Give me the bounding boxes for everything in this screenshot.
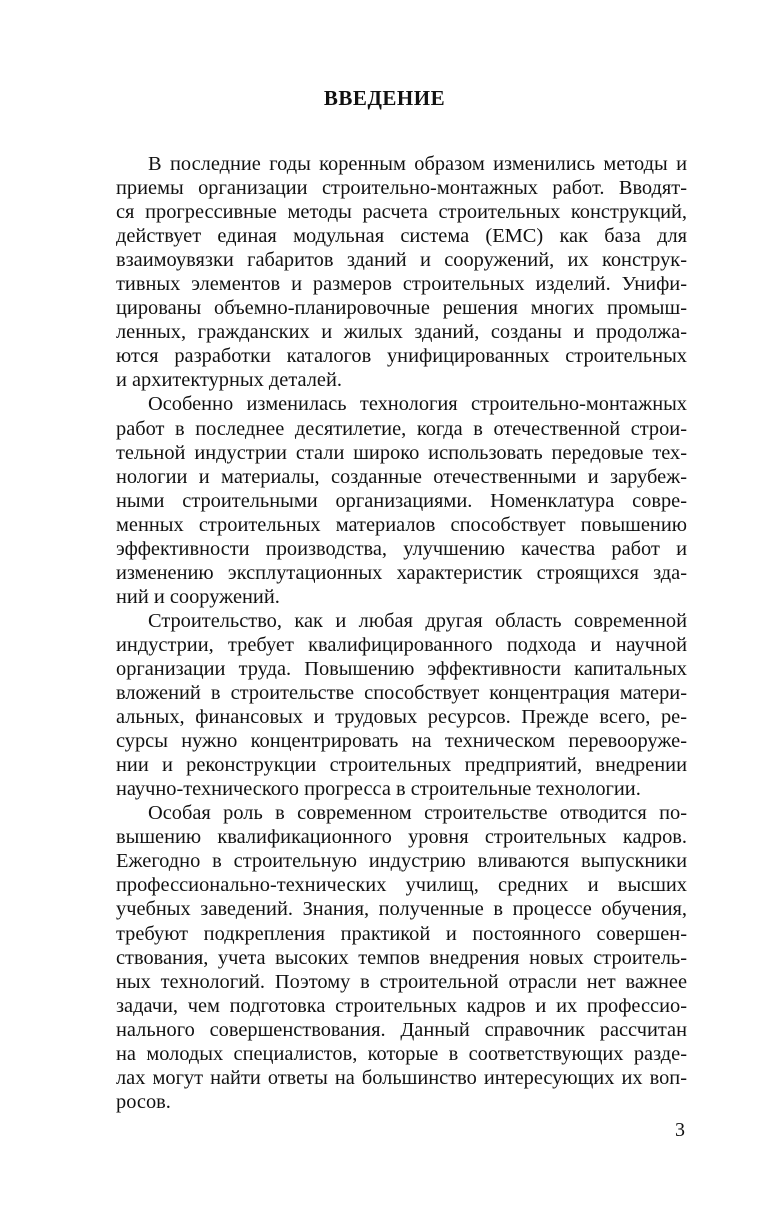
text-line: и архитектурных деталей. xyxy=(116,369,342,392)
text-line: на молодых специалистов, которые в соответствующих разде- xyxy=(116,1042,687,1065)
text-line: сурсы нужно концентрировать на техническом перевооруже- xyxy=(116,730,687,753)
text-line: учебных заведений. Знания, полученные в процессе обучения, xyxy=(116,898,687,921)
text-line: научно-технического прогресса в строительные технологии. xyxy=(116,778,641,801)
text-line: росов. xyxy=(116,1090,171,1113)
text-line: менных строительных материалов способствует повышению xyxy=(116,513,687,536)
text-line: взаимоувязки габаритов зданий и сооружений, их конструк- xyxy=(116,249,687,272)
text-line: Особенно изменилась технология строительно-монтажных xyxy=(148,393,687,416)
text-line: действует единая модульная система (ЕМС) как база для xyxy=(116,225,687,248)
text-line: нии и реконструкции строительных предприятий, внедрении xyxy=(116,754,687,777)
text-line: цированы объемно-планировочные решения многих промыш- xyxy=(116,297,687,320)
text-line: эффективности производства, улучшению качества работ и xyxy=(116,537,687,560)
text-line: Строительство, как и любая другая область современной xyxy=(148,609,687,632)
text-line: индустрии, требует квалифицированного подхода и научной xyxy=(116,633,687,656)
paragraph-2 xyxy=(84,392,687,608)
text-line: ются разработки каталогов унифицированных строительных xyxy=(116,345,687,368)
text-line: Особая роль в современном строительстве отводится по- xyxy=(148,802,687,825)
text-line: вложений в строительстве способствует концентрация матери- xyxy=(116,682,687,705)
page-title: ВВЕДЕНИЕ xyxy=(323,86,446,110)
text-line: лах могут найти ответы на большинство интересующих их воп- xyxy=(116,1066,687,1089)
text-line: ными строительными организациями. Номенклатура совре- xyxy=(116,489,687,512)
text-line: ленных, гражданских и жилых зданий, созданы и продолжа- xyxy=(116,321,687,344)
text-line: ствования, учета высоких темпов внедрения новых строитель- xyxy=(116,946,687,969)
text-line: альных, финансовых и трудовых ресурсов. Прежде всего, ре- xyxy=(116,706,687,729)
body-text xyxy=(84,152,687,1114)
text-line: В последние годы коренным образом изменились методы и xyxy=(148,153,687,175)
page-number: 3 xyxy=(675,1119,685,1141)
text-line: вышению квалификационного уровня строительных кадров. xyxy=(116,826,687,849)
text-line: профессионально-технических училищ, средних и высших xyxy=(116,874,687,897)
text-line: изменению эксплутационных характеристик строящихся зда- xyxy=(116,561,687,584)
text-line: ний и сооружений. xyxy=(116,585,280,608)
text-line: задачи, чем подготовка строительных кадров и их профессио- xyxy=(116,994,687,1017)
text-line: тивных элементов и размеров строительных изделий. Унифи- xyxy=(116,273,687,296)
text-line: требуют подкрепления практикой и постоянного совершен- xyxy=(116,922,687,945)
text-line: нального совершенствования. Данный справочник рассчитан xyxy=(116,1018,687,1041)
text-line: ных технологий. Поэтому в строительной отрасли нет важнее xyxy=(116,970,687,993)
text-line: Ежегодно в строительную индустрию вливаются выпускники xyxy=(116,850,687,873)
text-line: ся прогрессивные методы расчета строительных конструкций, xyxy=(116,201,687,224)
paragraph-3 xyxy=(84,609,687,801)
paragraph-4 xyxy=(84,801,687,1114)
text-line: приемы организации строительно-монтажных работ. Вводят- xyxy=(116,177,687,200)
text-line: тельной индустрии стали широко использовать передовые тех- xyxy=(116,441,687,464)
paragraph-1 xyxy=(84,152,687,392)
text-line: нологии и материалы, созданные отечественными и зарубеж- xyxy=(116,465,687,488)
text-line: организации труда. Повышению эффективности капитальных xyxy=(116,657,687,680)
text-line: работ в последнее десятилетие, когда в отечественной строи- xyxy=(116,417,687,440)
